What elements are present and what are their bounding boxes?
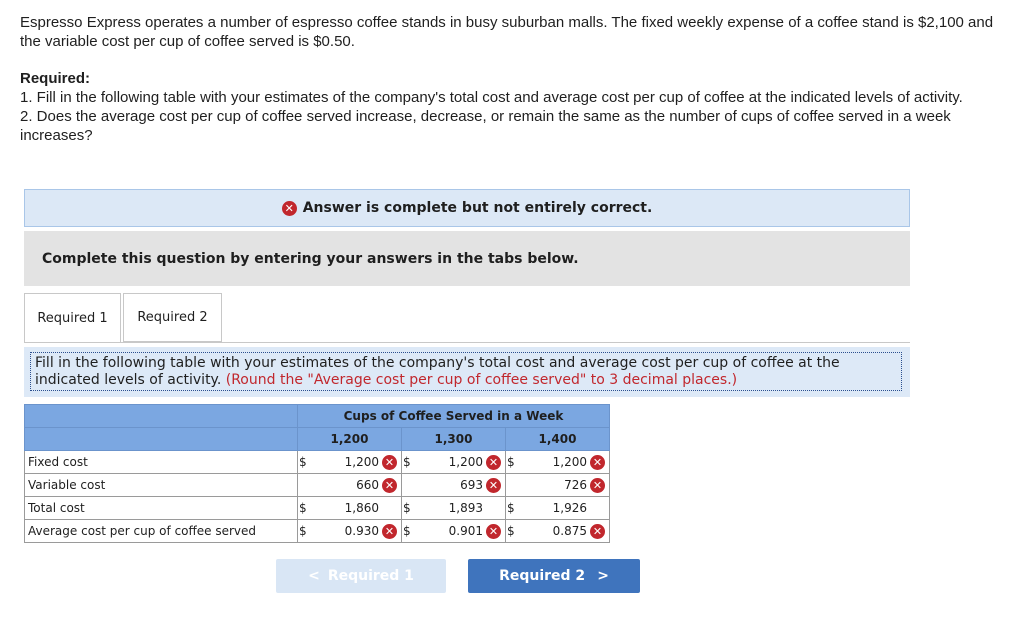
row-label: Average cost per cup of coffee served bbox=[25, 520, 298, 543]
instruction-text: Complete this question by entering your answers in the tabs below. bbox=[42, 250, 579, 267]
currency-symbol: $ bbox=[298, 451, 312, 474]
currency-symbol: $ bbox=[298, 497, 312, 520]
next-tab-label: Required 2 bbox=[499, 568, 586, 584]
answer-input[interactable] bbox=[520, 497, 610, 520]
answer-input[interactable] bbox=[520, 520, 610, 543]
answer-input[interactable] bbox=[312, 497, 402, 520]
row-label: Variable cost bbox=[25, 474, 298, 497]
answer-value: 1,926 bbox=[552, 501, 587, 516]
rounding-note: (Round the "Average cost per cup of coffee served" to 3 decimal places.) bbox=[225, 372, 738, 388]
result-banner-text: Answer is complete but not entirely correct. bbox=[302, 200, 653, 216]
currency-symbol: $ bbox=[402, 520, 416, 543]
instructions-box bbox=[24, 347, 910, 397]
tab-required-1[interactable]: Required 1 bbox=[24, 293, 121, 342]
answer-value: 1,200 bbox=[448, 455, 483, 469]
answer-value: 1,200 bbox=[552, 455, 587, 469]
chevron-right-icon: > bbox=[597, 568, 609, 584]
cost-table bbox=[24, 404, 610, 543]
requirement-1: 1. Fill in the following table with your estimates of the company's total cost and average cost per cup of coffee at the indicated levels of activity. bbox=[20, 89, 963, 106]
incorrect-x-icon: ✕ bbox=[486, 478, 501, 493]
problem-intro: Espresso Express operates a number of espresso coffee stands in busy suburban malls. The fixed weekly expense of a coffee stand is $2,100 and the variable cost per cup of coffee served is $0.50. bbox=[20, 14, 994, 50]
row-label: Fixed cost bbox=[25, 451, 298, 474]
incorrect-x-icon: ✕ bbox=[486, 524, 501, 539]
answer-value: 660 bbox=[356, 478, 379, 492]
answer-input[interactable] bbox=[416, 474, 506, 497]
answer-input[interactable] bbox=[520, 451, 610, 474]
currency-symbol bbox=[402, 474, 416, 497]
incorrect-x-icon: ✕ bbox=[382, 455, 397, 470]
answer-input[interactable] bbox=[416, 497, 506, 520]
answer-input[interactable] bbox=[312, 520, 402, 543]
chevron-left-icon: < bbox=[308, 568, 320, 584]
tab-bar bbox=[24, 293, 222, 342]
currency-symbol: $ bbox=[506, 520, 520, 543]
tab-required-2[interactable]: Required 2 bbox=[123, 293, 222, 342]
fill-instruction: Fill in the following table with your estimates of the company's total cost and average cost per cup of coffee at the indicated levels of activity. bbox=[35, 355, 840, 388]
column-header-1400: 1,400 bbox=[506, 428, 610, 451]
table-row bbox=[25, 474, 610, 497]
next-tab-button[interactable] bbox=[468, 559, 640, 593]
answer-value: 693 bbox=[460, 478, 483, 492]
incorrect-x-icon: ✕ bbox=[486, 455, 501, 470]
instructions-text-frame bbox=[30, 352, 902, 391]
answer-value: 0.875 bbox=[552, 524, 587, 538]
prev-tab-button[interactable] bbox=[276, 559, 446, 593]
required-heading: Required: bbox=[20, 70, 91, 87]
currency-symbol bbox=[298, 474, 312, 497]
answer-value: 0.930 bbox=[344, 524, 379, 538]
incorrect-x-icon: ✕ bbox=[382, 478, 397, 493]
currency-symbol bbox=[506, 474, 520, 497]
requirement-2: 2. Does the average cost per cup of coffee served increase, decrease, or remain the same as the number of cups of coffee served in a week increases? bbox=[20, 108, 951, 144]
table-row bbox=[25, 520, 610, 543]
table-corner-cell bbox=[25, 405, 298, 428]
answer-value: 0.901 bbox=[448, 524, 483, 538]
currency-symbol: $ bbox=[506, 451, 520, 474]
table-column-header-row bbox=[25, 428, 610, 451]
incorrect-x-icon: ✕ bbox=[590, 455, 605, 470]
currency-symbol: $ bbox=[402, 451, 416, 474]
x-circle-icon: ✕ bbox=[282, 201, 297, 216]
answer-value: 726 bbox=[564, 478, 587, 492]
incorrect-x-icon: ✕ bbox=[382, 524, 397, 539]
result-banner bbox=[24, 189, 910, 227]
incorrect-x-icon: ✕ bbox=[590, 478, 605, 493]
answer-value: 1,893 bbox=[448, 501, 483, 516]
column-header-1200: 1,200 bbox=[298, 428, 402, 451]
incorrect-x-icon: ✕ bbox=[590, 524, 605, 539]
prev-tab-label: Required 1 bbox=[327, 568, 414, 584]
table-row bbox=[25, 497, 610, 520]
answer-input[interactable] bbox=[520, 474, 610, 497]
answer-input[interactable] bbox=[416, 451, 506, 474]
currency-symbol: $ bbox=[298, 520, 312, 543]
problem-statement bbox=[20, 13, 1010, 145]
row-label: Total cost bbox=[25, 497, 298, 520]
instruction-bar bbox=[24, 231, 910, 286]
answer-input[interactable] bbox=[416, 520, 506, 543]
currency-symbol: $ bbox=[506, 497, 520, 520]
group-header: Cups of Coffee Served in a Week bbox=[298, 405, 610, 428]
tab-divider bbox=[24, 342, 910, 343]
table-row bbox=[25, 451, 610, 474]
answer-value: 1,860 bbox=[344, 501, 379, 516]
column-header-1300: 1,300 bbox=[402, 428, 506, 451]
table-group-header-row bbox=[25, 405, 610, 428]
answer-input[interactable] bbox=[312, 474, 402, 497]
answer-value: 1,200 bbox=[344, 455, 379, 469]
currency-symbol: $ bbox=[402, 497, 416, 520]
answer-input[interactable] bbox=[312, 451, 402, 474]
table-corner-cell bbox=[25, 428, 298, 451]
